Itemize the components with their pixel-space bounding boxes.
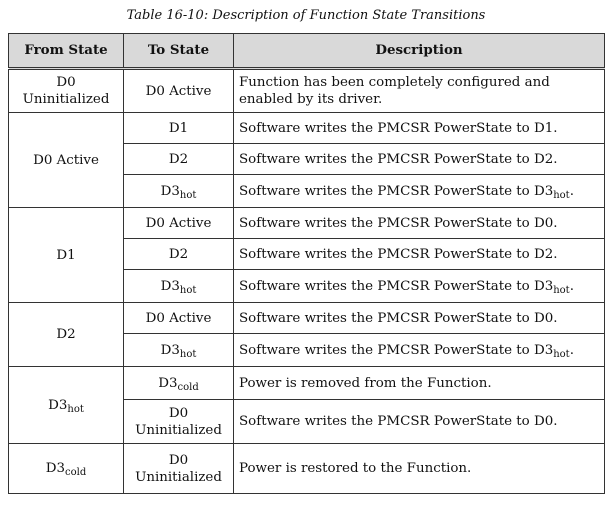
description-cell: Software writes the PMCSR PowerState to D0. <box>234 400 605 444</box>
state-transition-table <box>8 33 605 494</box>
to-state-cell: D0 Active <box>124 303 234 334</box>
description-cell: Power is restored to the Function. <box>234 444 605 494</box>
to-state-cell: D0 Uninitialized <box>124 444 234 494</box>
table-row <box>9 367 605 400</box>
description-cell: Software writes the PMCSR PowerState to $D3_{hot}$. <box>234 175 605 208</box>
table-caption: Table 16-10: Description of Function State Transitions <box>126 8 486 23</box>
from-state-cell: D0 Uninitialized <box>9 69 124 113</box>
description-cell: Software writes the PMCSR PowerState to D2. <box>234 239 605 270</box>
table-header-row <box>9 34 605 69</box>
to-state-header: To State <box>124 34 234 69</box>
description-cell: Software writes the PMCSR PowerState to $D3_{hot}$. <box>234 270 605 303</box>
to-state-cell: D0 Active <box>124 69 234 113</box>
description-cell: Software writes the PMCSR PowerState to D0. <box>234 208 605 239</box>
from-state-header: From State <box>9 34 124 69</box>
table-row <box>9 444 605 494</box>
description-cell: Function has been completely configured and enabled by its driver. <box>234 69 605 113</box>
from-state-cell: $D3_{hot}$ <box>9 367 124 444</box>
description-cell: Software writes the PMCSR PowerState to D0. <box>234 303 605 334</box>
to-state-cell: D0 Uninitialized <box>124 400 234 444</box>
to-state-cell: D1 <box>124 113 234 144</box>
from-state-cell: D0 Active <box>9 113 124 208</box>
to-state-cell: $D3_{cold}$ <box>124 367 234 400</box>
description-cell: Software writes the PMCSR PowerState to D2. <box>234 144 605 175</box>
description-cell: Software writes the PMCSR PowerState to $D3_{hot}$. <box>234 334 605 367</box>
to-state-cell: $D3_{hot}$ <box>124 270 234 303</box>
to-state-cell: D2 <box>124 144 234 175</box>
from-state-cell: D1 <box>9 208 124 303</box>
description-cell: Power is removed from the Function. <box>234 367 605 400</box>
description-cell: Software writes the PMCSR PowerState to D1. <box>234 113 605 144</box>
table-row <box>9 303 605 334</box>
to-state-cell: D0 Active <box>124 208 234 239</box>
description-header: Description <box>234 34 605 69</box>
to-state-cell: D2 <box>124 239 234 270</box>
table-row <box>9 208 605 239</box>
table-row <box>9 69 605 113</box>
from-state-cell: D2 <box>9 303 124 367</box>
from-state-cell: $D3_{cold}$ <box>9 444 124 494</box>
table-row <box>9 113 605 144</box>
to-state-cell: $D3_{hot}$ <box>124 175 234 208</box>
to-state-cell: $D3_{hot}$ <box>124 334 234 367</box>
